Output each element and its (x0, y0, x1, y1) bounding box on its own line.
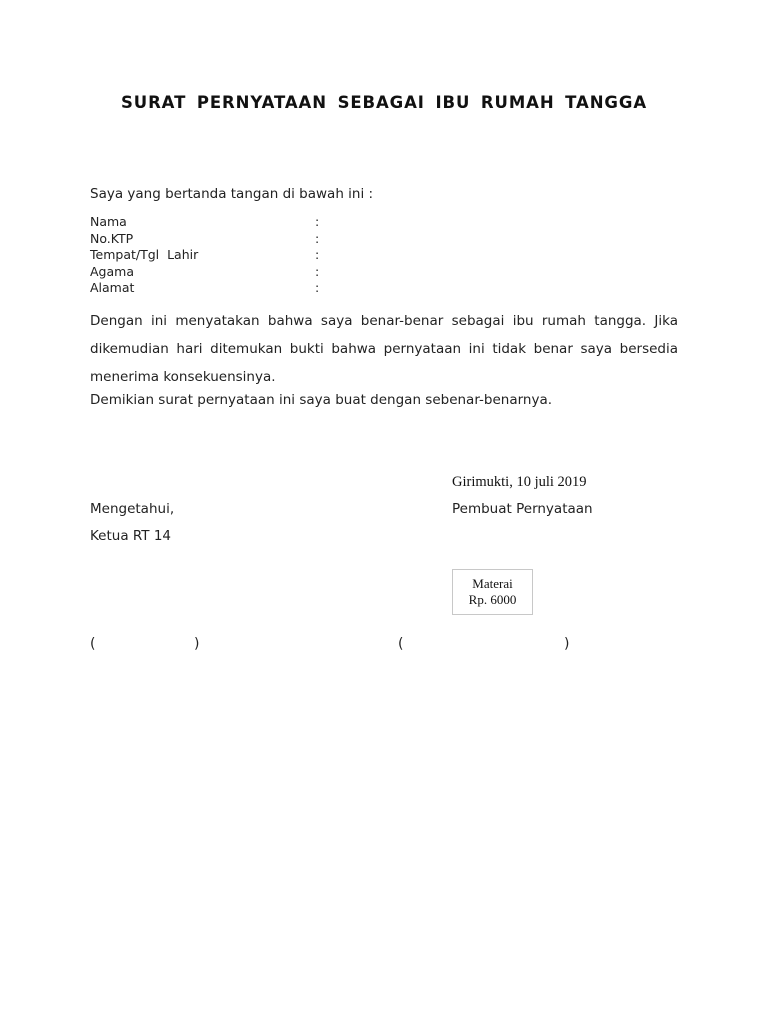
rt-head-label: Ketua RT 14 (90, 528, 172, 544)
field-label: No.KTP (90, 230, 134, 246)
statement-paragraph (90, 307, 678, 391)
field-colon: : (315, 280, 320, 295)
identity-fields (90, 214, 350, 297)
field-row-agama (90, 264, 350, 281)
stamp-line-1: Materai (472, 576, 513, 591)
field-colon: : (315, 230, 320, 246)
left-signature-close-paren: ) (194, 636, 200, 652)
field-row-nama (90, 214, 350, 231)
field-label: Tempat/Tgl Lahir (90, 247, 199, 262)
field-colon: : (315, 247, 320, 262)
field-row-birth (90, 247, 350, 264)
closing-text: Demikian surat pernyataan ini saya buat dengan sebenar-benarnya. (90, 392, 553, 408)
field-row-alamat (90, 280, 350, 297)
field-colon: : (315, 263, 320, 279)
statement-text: Dengan ini menyatakan bahwa saya benar-benar sebagai ibu rumah tangga. Jika dikemudian hari ditemukan bukti bahwa pernyataan ini tidak benar saya bersedia menerima konsekuensinya. (90, 313, 678, 385)
right-signature-close-paren: ) (564, 636, 570, 652)
acknowledge-label: Mengetahui, (90, 501, 175, 517)
declarant-label: Pembuat Pernyataan (452, 501, 593, 517)
stamp-line-2: Rp. 6000 (468, 592, 517, 607)
place-date: Girimukti, 10 juli 2019 (452, 474, 587, 490)
right-signature-open-paren: ( (398, 636, 404, 652)
field-label: Alamat (90, 280, 135, 295)
left-signature-open-paren: ( (90, 636, 96, 652)
intro-text: Saya yang bertanda tangan di bawah ini : (90, 186, 374, 202)
field-label: Nama (90, 214, 127, 229)
stamp-box (452, 569, 533, 615)
field-label: Agama (90, 263, 134, 279)
field-colon: : (315, 214, 320, 229)
field-row-ktp (90, 231, 350, 248)
document-title: SURAT PERNYATAAN SEBAGAI IBU RUMAH TANGGA (121, 93, 647, 112)
